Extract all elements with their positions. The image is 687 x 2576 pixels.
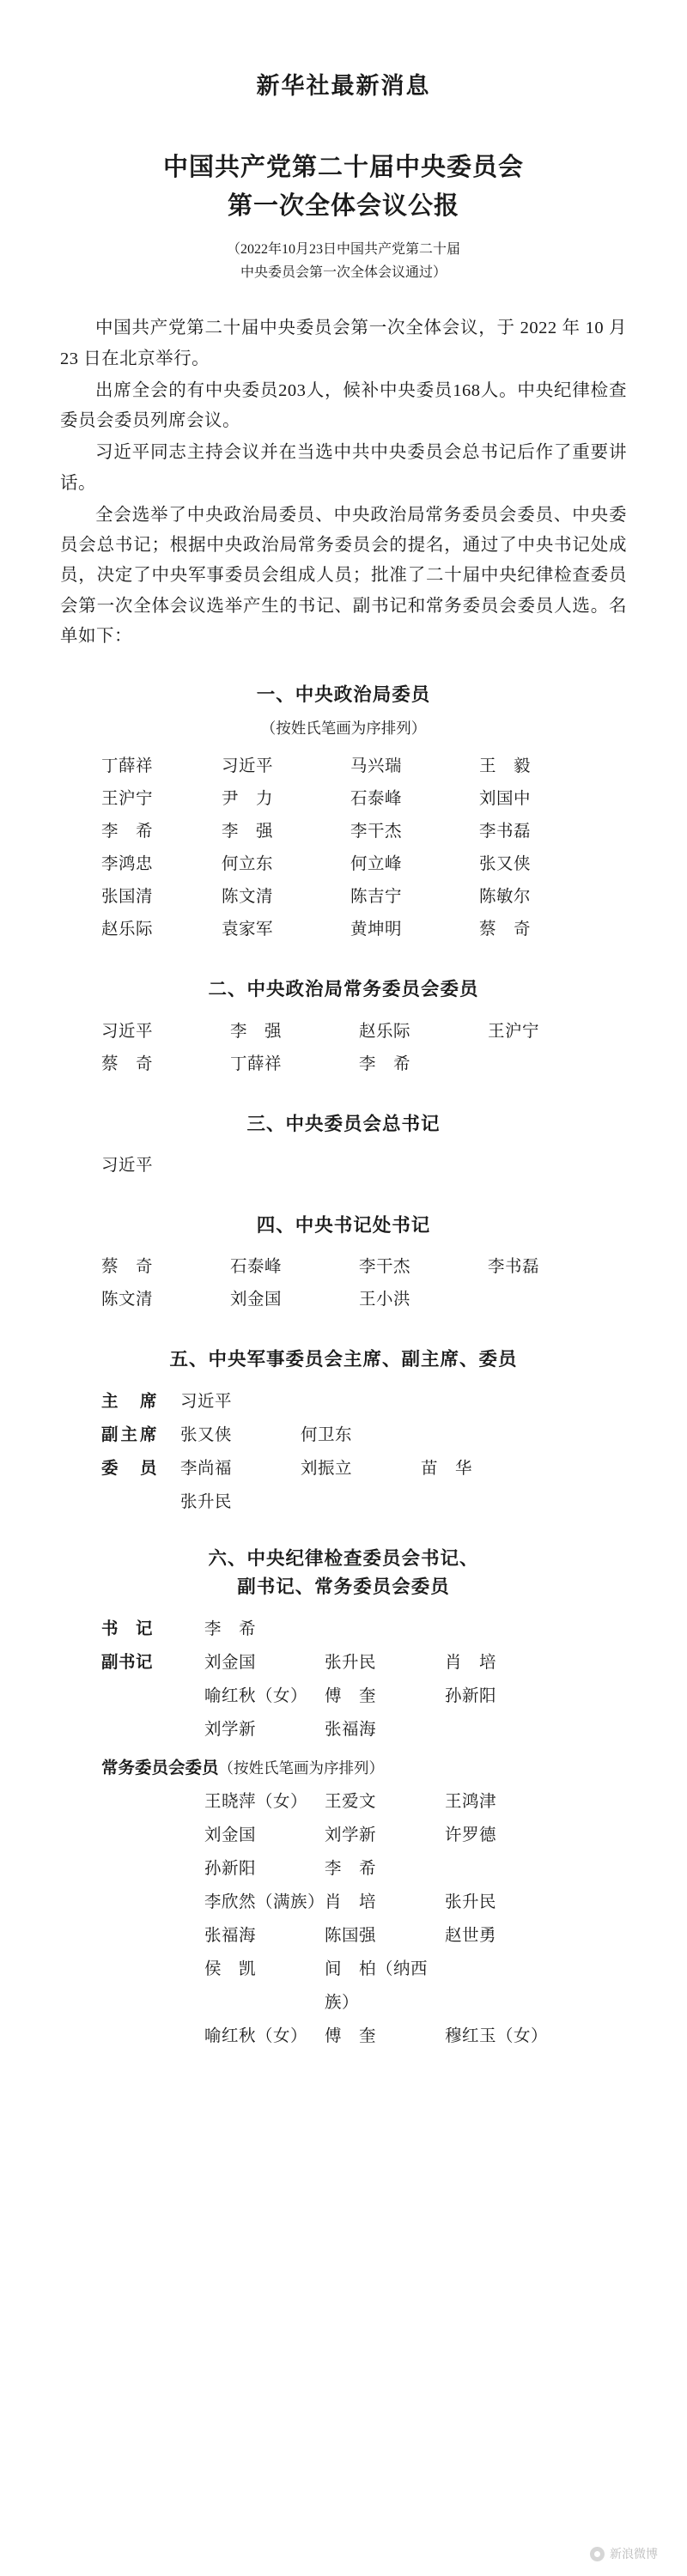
list-item: 陈文清 [222, 888, 274, 907]
section-heading-secretariat: 四、中央书记处书记 [256, 1214, 431, 1236]
list-item: 李书磊 [479, 823, 532, 841]
list-item: 石泰峰 [230, 1258, 283, 1277]
list-item: 李 希 [359, 1054, 411, 1073]
list-item: 李书磊 [488, 1258, 540, 1277]
list-item: 赵世勇 [445, 1926, 497, 1945]
list-item: 张又侠 [180, 1426, 233, 1445]
list-item: 李干杰 [359, 1258, 411, 1277]
row-label: 副书记 [101, 1653, 154, 1672]
list-item: 习近平 [101, 1022, 154, 1041]
row-spacer [101, 1819, 204, 1852]
list-item [445, 1613, 565, 1646]
list-item: 苗 华 [421, 1460, 473, 1479]
list-item: 王 毅 [479, 757, 532, 776]
list-item: 张国清 [101, 888, 154, 907]
body-paragraph: 习近平同志主持会议并在当选中共中央委员会总书记后作了重要讲话。 [60, 443, 627, 493]
list-item [421, 1419, 541, 1452]
row-spacer [101, 1785, 204, 1819]
list-item [301, 1385, 421, 1419]
subtitle-line2: 中央委员会第一次全体会议通过） [240, 265, 447, 281]
row-label: 委 员 [101, 1460, 160, 1479]
name-list-secretariat [101, 1251, 627, 1316]
name-list-cmc [101, 1385, 627, 1519]
list-item [421, 1485, 541, 1519]
page-title-line2: 第一次全体会议公报 [227, 191, 459, 220]
section-heading-cdi-line1: 六、中央纪律检查委员会书记、 [208, 1548, 479, 1570]
list-item: 李鸿忠 [101, 855, 154, 874]
list-item: 陈文清 [101, 1291, 154, 1309]
list-item: 丁薛祥 [101, 757, 154, 776]
name-list-general-secretary [101, 1150, 627, 1182]
list-item: 刘国中 [479, 790, 532, 809]
list-item [445, 1852, 565, 1886]
list-item: 马兴瑞 [350, 757, 403, 776]
row-label [101, 1680, 204, 1713]
watermark [590, 2545, 658, 2562]
list-item: 蔡 奇 [479, 920, 532, 939]
list-item [325, 1613, 445, 1646]
section-heading-standing-committee: 二、中央政治局常务委员会委员 [208, 979, 479, 1000]
list-item: 傅 奎 [325, 2026, 377, 2045]
list-item: 李欣然（满族） [204, 1893, 325, 1911]
list-item: 张升民 [325, 1653, 377, 1672]
name-list-cdi-standing [101, 1785, 627, 2053]
list-item: 侯 凯 [204, 1959, 257, 1978]
list-item: 蔡 奇 [101, 1054, 154, 1073]
list-item: 李 希 [101, 823, 154, 841]
list-item: 石泰峰 [350, 790, 403, 809]
section-heading-cmc: 五、中央军事委员会主席、副主席、委员 [169, 1349, 518, 1370]
list-item: 喻红秋（女） [204, 1686, 308, 1705]
list-item: 王爱文 [325, 1792, 377, 1811]
watermark-label: 新浪微博 [610, 2547, 658, 2561]
list-item: 蔡 奇 [101, 1258, 154, 1277]
list-item: 袁家军 [222, 920, 274, 939]
list-item: 张福海 [204, 1926, 257, 1945]
list-item: 何立峰 [350, 855, 403, 874]
list-item: 喻红秋（女） [204, 2026, 308, 2045]
list-item: 王沪宁 [488, 1022, 540, 1041]
row-spacer [101, 1919, 204, 1953]
body-paragraph: 出席全会的有中央委员203人，候补中央委员168人。中央纪律检查委员会委员列席会议。 [60, 380, 627, 430]
body-paragraph: 全会选举了中央政治局委员、中央政治局常务委员会委员、中央委员会总书记；根据中央政治局常务委员会的提名，通过了中央书记处成员，决定了中央军事委员会组成人员；批准了二十届中央纪律检查委员会第一次全体会议选举产生的书记、副书记和常务委员会委员人选。名单如下： [60, 505, 627, 646]
list-item: 张又侠 [479, 855, 532, 874]
list-item: 赵乐际 [101, 920, 154, 939]
row-label: 副主席 [101, 1426, 160, 1445]
list-item: 张福海 [325, 1720, 377, 1739]
list-item: 张升民 [180, 1493, 233, 1512]
list-item: 赵乐际 [359, 1022, 411, 1041]
list-item: 李 希 [204, 1619, 257, 1638]
list-item: 傅 奎 [325, 1686, 377, 1705]
list-item: 王晓萍（女） [204, 1792, 308, 1811]
cdi-standing-label-text: 常务委员会委员 [101, 1759, 219, 1777]
list-item: 习近平 [180, 1393, 233, 1412]
cdi-standing-committee-label [101, 1752, 627, 1785]
name-list-cdi-leaders [101, 1613, 627, 1747]
list-item: 黄坤明 [350, 920, 403, 939]
list-item: 陈敏尔 [479, 888, 532, 907]
list-item: 陈吉宁 [350, 888, 403, 907]
list-item: 习近平 [222, 757, 274, 776]
list-item: 穆红玉（女） [445, 2026, 549, 2045]
body-paragraph: 中国共产党第二十届中央委员会第一次全体会议，于 2022 年 10 月 23 日在北京举行。 [60, 319, 627, 368]
list-item: 李尚福 [180, 1460, 233, 1479]
list-item: 肖 培 [445, 1653, 497, 1672]
list-item: 许罗德 [445, 1826, 497, 1844]
row-spacer [101, 1852, 204, 1886]
list-item: 张升民 [445, 1893, 497, 1911]
document-subtitle [60, 238, 627, 284]
list-item: 间 柏（纳西族） [325, 1959, 429, 2012]
list-item: 刘学新 [204, 1720, 257, 1739]
cdi-standing-label-note: （按姓氏笔画为序排列） [218, 1759, 385, 1777]
list-item: 王沪宁 [101, 790, 154, 809]
list-item: 孙新阳 [445, 1686, 497, 1705]
row-spacer [101, 1953, 204, 2020]
list-item: 王小洪 [359, 1291, 411, 1309]
section-heading-cdi-line2: 副书记、常务委员会委员 [237, 1576, 450, 1597]
list-item: 刘金国 [230, 1291, 283, 1309]
list-item: 刘金国 [204, 1826, 257, 1844]
list-item: 李 强 [222, 823, 274, 841]
subtitle-line1: （2022年10月23日中国共产党第二十届 [226, 241, 460, 257]
weibo-logo-icon [590, 2547, 605, 2561]
list-item: 尹 力 [222, 790, 274, 809]
list-item: 孙新阳 [204, 1859, 257, 1878]
list-item [421, 1385, 541, 1419]
list-item: 肖 培 [325, 1893, 377, 1911]
list-item: 李 希 [325, 1859, 377, 1878]
list-item: 刘学新 [325, 1826, 377, 1844]
section-heading-cdi [60, 1545, 627, 1601]
list-item [445, 1953, 565, 2020]
list-item: 刘金国 [204, 1653, 257, 1672]
list-item: 何卫东 [301, 1426, 353, 1445]
name-list-politburo-members [101, 750, 627, 946]
row-label: 书 记 [101, 1619, 154, 1638]
section-heading-politburo-members: 一、中央政治局委员 [256, 684, 431, 705]
row-spacer [101, 1886, 204, 1919]
list-item: 刘振立 [301, 1460, 353, 1479]
list-item: 丁薛祥 [230, 1054, 283, 1073]
section-note-politburo-members: （按姓氏笔画为序排列） [260, 720, 427, 738]
list-item: 陈国强 [325, 1926, 377, 1945]
list-item [445, 1713, 565, 1747]
list-item [301, 1485, 421, 1519]
list-item: 李干杰 [350, 823, 403, 841]
name-list-standing-committee [101, 1016, 627, 1081]
page-title-line1: 中国共产党第二十届中央委员会 [162, 154, 524, 181]
row-label: 主 席 [101, 1393, 160, 1412]
list-item: 王鸿津 [445, 1792, 497, 1811]
list-item: 习近平 [101, 1156, 154, 1175]
row-label [101, 1713, 204, 1747]
row-label [101, 1485, 180, 1519]
list-item: 李 强 [230, 1022, 283, 1041]
list-item: 何立东 [222, 855, 274, 874]
news-agency-banner: 新华社最新消息 [256, 73, 431, 99]
section-heading-general-secretary: 三、中央委员会总书记 [246, 1113, 441, 1134]
row-spacer [101, 2020, 204, 2053]
